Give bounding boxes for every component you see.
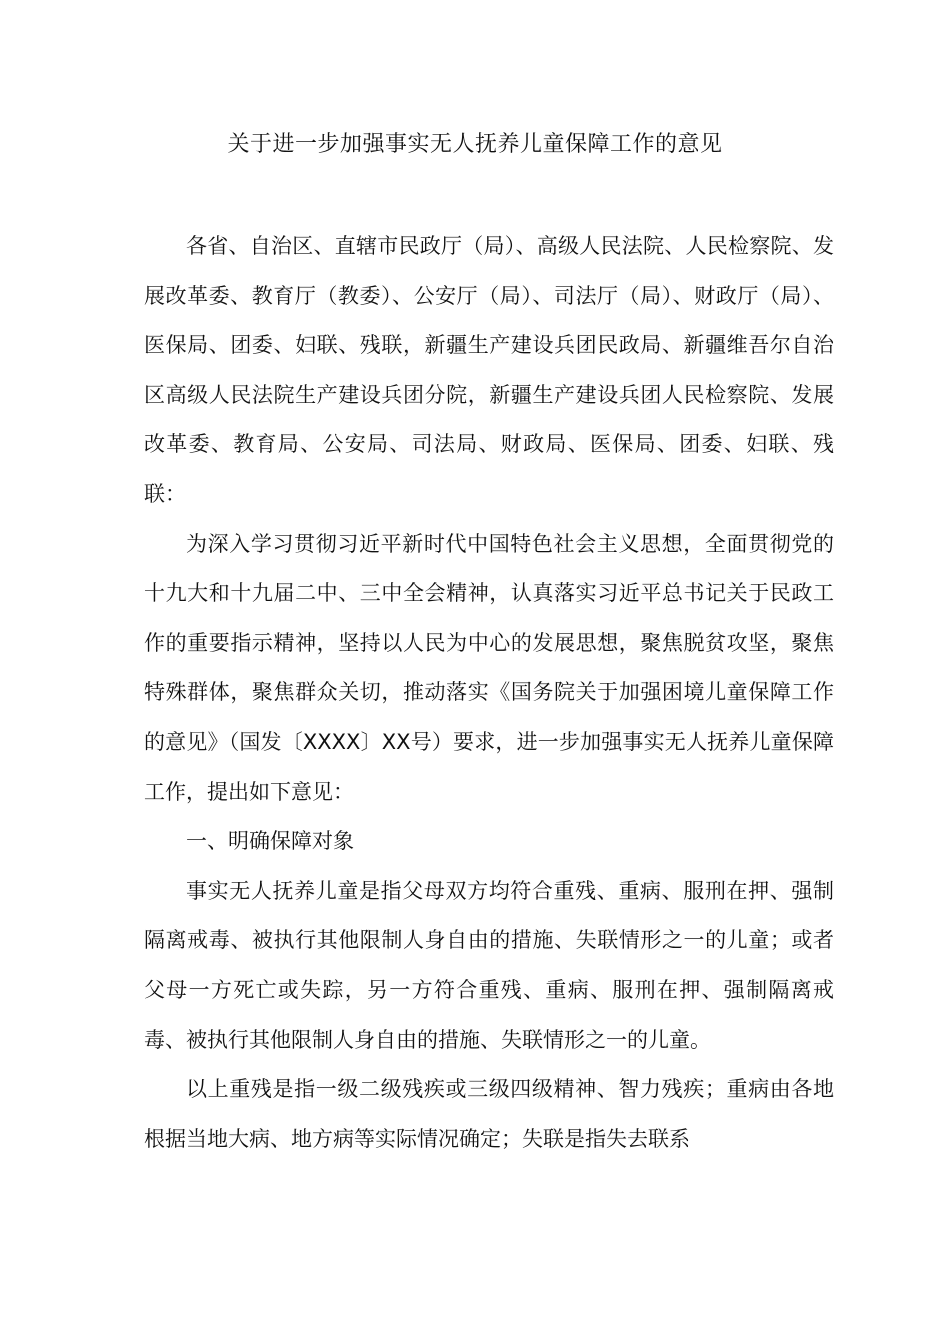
paragraph-addressees: 各省、自治区、直辖市民政厅（局）、高级人民法院、人民检察院、发展改革委、教育厅（教委）、公安厅（局）、司法厅（局）、财政厅（局）、医保局、团委、妇联、残联，新疆生产建设兵团民政局、新疆维吾尔自治区高级人民法院生产建设兵团分院，新疆生产建设兵团人民检察院、发展改革委、教育局、公安局、司法局、财政局、医保局、团委、妇联、残联： [144, 234, 834, 506]
paragraph-definition: 事实无人抚养儿童是指父母双方均符合重残、重病、服刑在押、强制隔离戒毒、被执行其他限制人身自由的措施、失联情形之一的儿童；或者父母一方死亡或失踪，另一方符合重残、重病、服刑在押、强制隔离戒毒、被执行其他限制人身自由的措施、失联情形之一的儿童。 [144, 878, 834, 1052]
document-body [144, 222, 834, 1164]
paragraph-preamble: 为深入学习贯彻习近平新时代中国特色社会主义思想，全面贯彻党的十九大和十九届二中、三中全会精神，认真落实习近平总书记关于民政工作的重要指示精神，坚持以人民为中心的发展思想，聚焦脱贫攻坚，聚焦特殊群体，聚焦群众关切，推动落实《国务院关于加强困境儿童保障工作的意见》（国发〔XXXX〕XX号）要求，进一步加强事实无人抚养儿童保障工作，提出如下意见： [144, 531, 834, 804]
paragraph-explanation: 以上重残是指一级二级残疾或三级四级精神、智力残疾；重病由各地根据当地大病、地方病等实际情况确定；失联是指失去联系 [144, 1077, 834, 1151]
document-title: 关于进一步加强事实无人抚养儿童保障工作的意见 [227, 132, 723, 157]
section-heading: 一、明确保障对象 [186, 829, 354, 854]
